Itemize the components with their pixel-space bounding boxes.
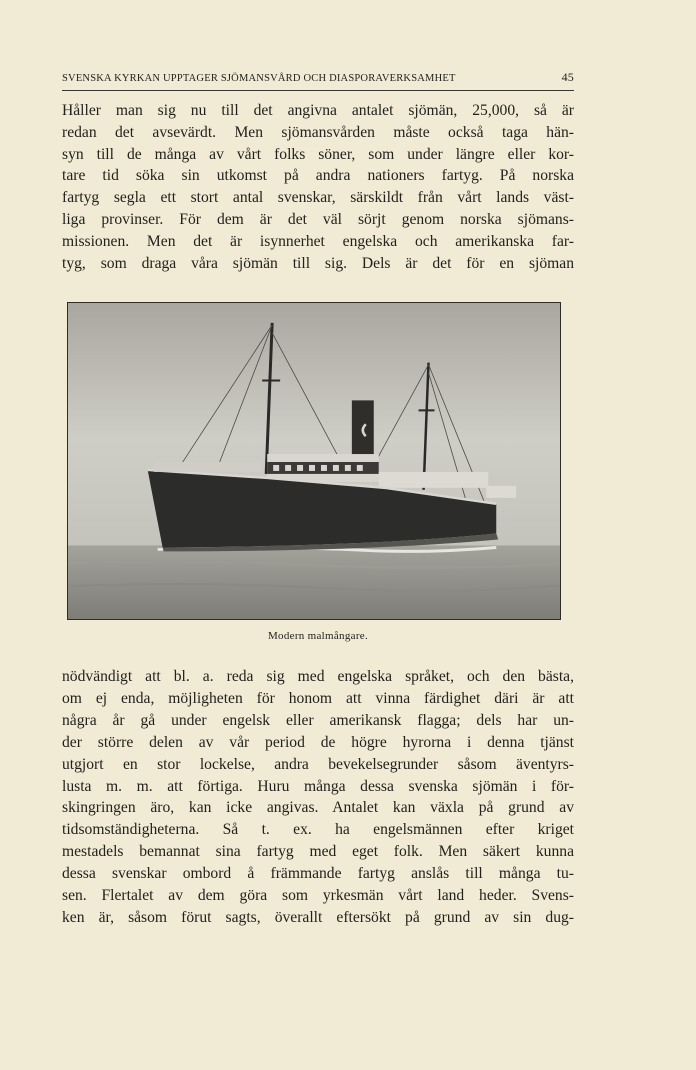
text-line: tidsomständigheterna. Så t. ex. ha engelsmännen efter kriget <box>62 821 574 839</box>
ship-illustration <box>68 303 560 619</box>
text-line: liga provinser. För dem är det väl sörjt genom norska sjömans- <box>62 210 574 228</box>
text-line: lusta m. m. att förtiga. Huru många dessa svenska sjömän i för- <box>62 777 574 795</box>
text-line: mestadels bemannat sina fartyg med eget folk. Men säkert kunna <box>62 843 574 861</box>
text-line: missionen. Men det är isynnerhet engelska och amerikanska far- <box>62 232 574 250</box>
text-line: tyg, som draga våra sjömän till sig. Dels är det för en sjöman <box>62 254 574 272</box>
running-title: SVENSKA KYRKAN UPPTAGER SJÖMANSVÅRD OCH DIASPORAVERKSAMHET <box>62 73 456 84</box>
text-line: nödvändigt att bl. a. reda sig med engelska språket, och den bästa, <box>62 668 574 685</box>
running-header <box>62 70 574 91</box>
text-line: dessa svenskar ombord å främmande fartyg anslås till många tu- <box>62 865 574 883</box>
page-number: 45 <box>561 70 574 84</box>
text-line: Håller man sig nu till det angivna antalet sjömän, 25,000, så är <box>62 102 574 119</box>
paragraph-2 <box>62 666 574 929</box>
text-line: ken är, såsom förut sagts, överallt eftersökt på grund av sin dug- <box>62 908 574 926</box>
figure-caption: Modern malmångare. <box>267 630 369 642</box>
ship-photograph <box>67 302 561 620</box>
text-line: fartyg segla ett stort antal svenskar, särskildt från vårt lands väst- <box>62 189 574 207</box>
text-line: några år gå under engelsk eller amerikansk flagga; dels har un- <box>62 711 574 729</box>
text-line: tare tid söka sin utkomst på andra nationers fartyg. På norska <box>62 167 574 185</box>
text-line: skingringen äro, kan icke angivas. Antalet kan växla på grund av <box>62 799 574 817</box>
text-line: syn till de många av vårt folks söner, som under längre eller kor- <box>62 145 574 163</box>
text-line: sen. Flertalet av dem göra som yrkesmän vårt land heder. Svens- <box>62 887 574 905</box>
text-line: redan det avsevärdt. Men sjömansvården måste också taga hän- <box>62 123 574 141</box>
sea <box>68 545 560 619</box>
paragraph-1 <box>62 100 574 274</box>
text-line: utgjort en stor lockelse, andra bevekelsegrunder såsom äventyrs- <box>62 755 574 773</box>
text-line: om ej enda, möjligheten för honom att vinna färdighet däri är att <box>62 689 574 707</box>
text-line: der större delen av vår period de högre hyrorna i denna tjänst <box>62 733 574 751</box>
